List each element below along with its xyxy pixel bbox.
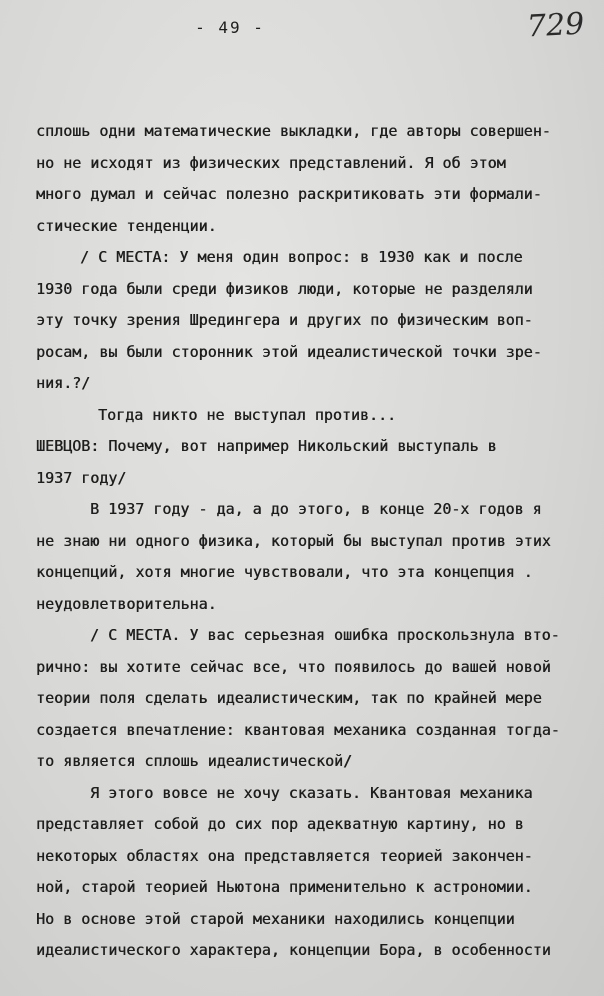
archive-number: 729: [525, 6, 585, 45]
text-line: росам, вы были сторонник этой идеалистической точки зре-: [36, 342, 542, 361]
text-line: 1930 года были среди физиков люди, которые не разделяли: [36, 279, 533, 298]
text-line: В 1937 году - да, а до этого, в конце 20-х годов я: [90, 500, 542, 518]
text-line: представляет собой до сих пор адекватную картину, но в: [36, 815, 524, 833]
text-line: сплошь одни математические выкладки, где авторы совершен-: [36, 122, 551, 140]
text-line: ной, старой теорией Ньютона применительно к астрономии.: [36, 878, 533, 896]
text-line: некоторых областях она представляется теорией закончен-: [36, 846, 533, 865]
text-line: рично: вы хотите сейчас все, что появилось до вашей новой: [36, 657, 551, 676]
text-line: теории поля сделать идеалистическим, так по крайней мере: [36, 689, 542, 707]
text-line: много думал и сейчас полезно раскритиковать эти формали-: [36, 185, 542, 203]
text-line: но не исходят из физических представлений. Я об этом: [36, 153, 506, 172]
text-line: ния.?/: [36, 374, 91, 392]
text-line: Но в основе этой старой механики находились концепции: [36, 909, 515, 928]
page-number: - 49 -: [195, 18, 265, 37]
text-line: 1937 году/: [36, 468, 127, 487]
text-line: Тогда никто не выступал против...: [98, 405, 397, 424]
text-line: идеалистического характера, концепции Бора, в особенности: [36, 941, 551, 959]
text-line: концепций, хотя многие чувствовали, что эта концепция .: [36, 563, 533, 581]
text-line: стические тенденции.: [36, 216, 217, 235]
text-line: / С МЕСТА: У меня один вопрос: в 1930 как и после: [80, 248, 523, 266]
text-line: Я этого вовсе не хочу сказать. Квантовая механика: [90, 783, 533, 802]
text-line: / С МЕСТА. У вас серьезная ошибка проскользнула вто-: [90, 626, 560, 644]
text-line: ШЕВЦОВ: Почему, вот например Никольский выступаль в: [36, 437, 497, 455]
text-line: неудовлетворительна.: [36, 594, 217, 613]
text-line: создается впечатление: квантовая механика созданная тогда-: [36, 720, 560, 739]
body-text: [36, 116, 588, 967]
text-line: не знаю ни одного физика, который бы выступал против этих: [36, 531, 551, 550]
text-line: то является сплошь идеалистической/: [36, 752, 353, 770]
text-line: эту точку зрения Шредингера и других по физическим воп-: [36, 311, 533, 329]
